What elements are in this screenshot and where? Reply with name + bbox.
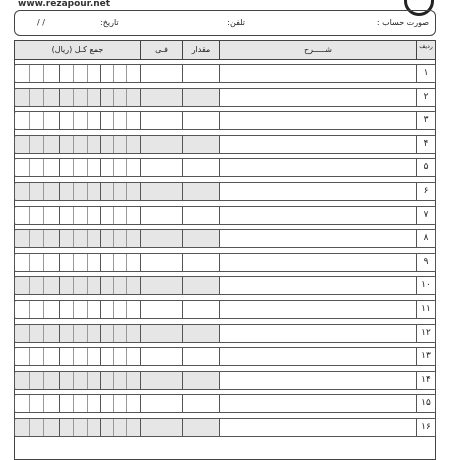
total-digit-separator (87, 348, 88, 365)
description-cell[interactable] (219, 207, 416, 224)
total-digit-separator (59, 325, 60, 342)
total-digit-separator (87, 65, 88, 82)
description-cell[interactable] (219, 65, 416, 82)
total-digit-separator (43, 65, 44, 82)
total-digit-separator (126, 372, 127, 389)
phone-label: تلفن: (227, 18, 245, 27)
total-digit-separator (113, 254, 114, 271)
description-cell[interactable] (219, 301, 416, 318)
table-row (14, 111, 436, 130)
total-digit-separator (100, 348, 101, 365)
total-digit-separator (43, 348, 44, 365)
total-digit-separator (113, 348, 114, 365)
row-number: ۱۴ (416, 372, 435, 389)
table-row (14, 253, 436, 272)
total-digit-separator (29, 112, 30, 129)
total-digit-separator (29, 372, 30, 389)
total-digit-separator (100, 230, 101, 247)
total-digit-separator (126, 183, 127, 200)
total-digit-separator (87, 89, 88, 106)
row-number: ۱۱ (416, 301, 435, 318)
total-digit-separator (29, 230, 30, 247)
total-digit-separator (126, 65, 127, 82)
total-digit-separator (59, 65, 60, 82)
total-digit-separator (87, 159, 88, 176)
total-digit-separator (59, 395, 60, 412)
total-digit-separator (113, 395, 114, 412)
total-digit-separator (100, 301, 101, 318)
unit-price-cell[interactable] (140, 348, 182, 365)
row-number: ۱۳ (416, 348, 435, 365)
row-number: ۱۲ (416, 325, 435, 342)
website-url: www.rezapour.net (18, 0, 111, 9)
quantity-cell[interactable] (182, 325, 219, 342)
row-number: ۸ (416, 230, 435, 247)
total-digit-separator (73, 301, 74, 318)
total-digit-separator (87, 136, 88, 153)
unit-price-cell[interactable] (140, 372, 182, 389)
col-total-header: جمع کـل (ریال) (51, 45, 104, 54)
total-digit-separator (126, 395, 127, 412)
quantity-cell[interactable] (182, 207, 219, 224)
description-cell[interactable] (219, 89, 416, 106)
total-digit-separator (126, 277, 127, 294)
table-row (14, 394, 436, 413)
row-number: ۳ (416, 112, 435, 129)
unit-price-cell[interactable] (140, 419, 182, 436)
unit-price-cell[interactable] (140, 65, 182, 82)
unit-price-cell[interactable] (140, 112, 182, 129)
total-digit-separator (87, 395, 88, 412)
unit-price-cell[interactable] (140, 207, 182, 224)
total-digit-separator (87, 183, 88, 200)
total-digit-separator (100, 207, 101, 224)
quantity-cell[interactable] (182, 372, 219, 389)
total-digit-separator (87, 419, 88, 436)
account-label: صورت حساب : (376, 18, 429, 27)
description-cell[interactable] (219, 277, 416, 294)
total-digit-separator (126, 348, 127, 365)
description-cell[interactable] (219, 348, 416, 365)
total-digit-separator (87, 325, 88, 342)
total-digit-separator (73, 325, 74, 342)
quantity-cell[interactable] (182, 159, 219, 176)
table-row (14, 229, 436, 248)
total-digit-separator (113, 89, 114, 106)
account-header-box (14, 10, 436, 36)
quantity-cell[interactable] (182, 230, 219, 247)
total-digit-separator (73, 277, 74, 294)
description-cell[interactable] (219, 159, 416, 176)
table-row (14, 158, 436, 177)
total-digit-separator (29, 325, 30, 342)
total-digit-separator (43, 325, 44, 342)
total-digit-separator (29, 65, 30, 82)
total-digit-separator (113, 372, 114, 389)
row-number: ۹ (416, 254, 435, 271)
total-digit-separator (100, 65, 101, 82)
total-digit-separator (126, 89, 127, 106)
description-cell[interactable] (219, 254, 416, 271)
total-digit-separator (43, 136, 44, 153)
total-digit-separator (43, 419, 44, 436)
total-digit-separator (73, 348, 74, 365)
total-digit-separator (73, 207, 74, 224)
quantity-cell[interactable] (182, 277, 219, 294)
unit-price-cell[interactable] (140, 230, 182, 247)
total-digit-separator (59, 301, 60, 318)
description-cell[interactable] (219, 230, 416, 247)
description-cell[interactable] (219, 325, 416, 342)
total-digit-separator (113, 301, 114, 318)
total-digit-separator (29, 277, 30, 294)
table-row (14, 300, 436, 319)
total-digit-separator (59, 136, 60, 153)
table-row (14, 371, 436, 390)
unit-price-cell[interactable] (140, 89, 182, 106)
total-digit-separator (43, 230, 44, 247)
row-number: ۱ (416, 65, 435, 82)
col-description-header: شـــــرح (219, 41, 416, 59)
total-digit-separator (100, 325, 101, 342)
total-digit-separator (29, 395, 30, 412)
description-cell[interactable] (219, 395, 416, 412)
total-digit-separator (100, 419, 101, 436)
total-digit-separator (113, 65, 114, 82)
total-digit-separator (59, 348, 60, 365)
total-digit-separator (43, 183, 44, 200)
total-digit-separator (113, 207, 114, 224)
total-digit-separator (126, 419, 127, 436)
total-digit-separator (113, 159, 114, 176)
total-digit-separator (126, 254, 127, 271)
total-digit-separator (73, 136, 74, 153)
quantity-cell[interactable] (182, 136, 219, 153)
unit-price-cell[interactable] (140, 277, 182, 294)
total-digit-separator (29, 207, 30, 224)
row-number: ۱۶ (416, 419, 435, 436)
total-digit-separator (113, 183, 114, 200)
total-digit-separator (113, 136, 114, 153)
description-cell[interactable] (219, 183, 416, 200)
total-digit-separator (100, 136, 101, 153)
total-digit-separator (59, 254, 60, 271)
total-digit-separator (73, 419, 74, 436)
total-digit-separator (73, 89, 74, 106)
total-digit-separator (59, 230, 60, 247)
total-digit-separator (113, 277, 114, 294)
total-digit-separator (59, 183, 60, 200)
total-digit-separator (100, 89, 101, 106)
total-digit-separator (59, 112, 60, 129)
total-digit-separator (29, 183, 30, 200)
table-row (14, 206, 436, 225)
total-digit-separator (43, 395, 44, 412)
total-digit-separator (87, 230, 88, 247)
total-digit-separator (113, 325, 114, 342)
total-digit-separator (29, 348, 30, 365)
total-digit-separator (29, 301, 30, 318)
total-digit-separator (87, 112, 88, 129)
description-cell[interactable] (219, 372, 416, 389)
total-digit-separator (59, 89, 60, 106)
table-row (14, 64, 436, 83)
total-digit-separator (100, 183, 101, 200)
table-header (14, 40, 436, 60)
row-number: ۷ (416, 207, 435, 224)
total-digit-separator (73, 395, 74, 412)
total-digit-separator (73, 230, 74, 247)
description-cell[interactable] (219, 419, 416, 436)
total-digit-separator (59, 372, 60, 389)
total-digit-separator (100, 277, 101, 294)
unit-price-cell[interactable] (140, 159, 182, 176)
row-number: ۱۵ (416, 395, 435, 412)
total-digit-separator (59, 159, 60, 176)
total-digit-separator (73, 159, 74, 176)
total-digit-separator (87, 207, 88, 224)
table-row (14, 276, 436, 295)
total-digit-separator (43, 277, 44, 294)
table-row (14, 347, 436, 366)
total-digit-separator (73, 372, 74, 389)
total-digit-separator (100, 254, 101, 271)
description-cell[interactable] (219, 136, 416, 153)
table-row (14, 88, 436, 107)
quantity-cell[interactable] (182, 112, 219, 129)
total-digit-separator (126, 112, 127, 129)
table-row (14, 182, 436, 201)
total-digit-separator (29, 419, 30, 436)
total-digit-separator (100, 159, 101, 176)
total-digit-separator (126, 230, 127, 247)
total-digit-separator (43, 301, 44, 318)
total-digit-separator (43, 254, 44, 271)
total-digit-separator (113, 419, 114, 436)
total-digit-separator (100, 395, 101, 412)
table-row (14, 418, 436, 437)
unit-price-cell[interactable] (140, 395, 182, 412)
total-digit-separator (100, 112, 101, 129)
quantity-cell[interactable] (182, 65, 219, 82)
total-digit-separator (59, 207, 60, 224)
total-digit-separator (126, 159, 127, 176)
total-digit-separator (126, 301, 127, 318)
total-digit-separator (73, 183, 74, 200)
unit-price-cell[interactable] (140, 136, 182, 153)
unit-price-cell[interactable] (140, 325, 182, 342)
total-digit-separator (43, 372, 44, 389)
date-slashes: / / (37, 18, 45, 27)
total-digit-separator (87, 372, 88, 389)
total-digit-separator (43, 207, 44, 224)
total-digit-separator (29, 136, 30, 153)
quantity-cell[interactable] (182, 89, 219, 106)
total-digit-separator (73, 254, 74, 271)
date-label: تاریخ: (100, 18, 119, 27)
table-row (14, 324, 436, 343)
total-digit-separator (87, 277, 88, 294)
total-digit-separator (59, 277, 60, 294)
total-digit-separator (43, 89, 44, 106)
row-number: ۶ (416, 183, 435, 200)
total-digit-separator (43, 112, 44, 129)
total-digit-separator (29, 89, 30, 106)
row-number: ۴ (416, 136, 435, 153)
total-digit-separator (126, 136, 127, 153)
total-digit-separator (73, 65, 74, 82)
total-digit-separator (43, 159, 44, 176)
row-number: ۵ (416, 159, 435, 176)
quantity-cell[interactable] (182, 301, 219, 318)
row-number: ۲ (416, 89, 435, 106)
unit-price-cell[interactable] (140, 254, 182, 271)
quantity-cell[interactable] (182, 183, 219, 200)
quantity-cell[interactable] (182, 254, 219, 271)
total-digit-separator (100, 372, 101, 389)
quantity-cell[interactable] (182, 419, 219, 436)
total-digit-separator (113, 112, 114, 129)
quantity-cell[interactable] (182, 395, 219, 412)
total-digit-separator (29, 159, 30, 176)
quantity-cell[interactable] (182, 348, 219, 365)
col-row-header: ردیف (416, 41, 435, 59)
col-quantity-header: مقدار (182, 41, 219, 59)
total-digit-separator (87, 301, 88, 318)
total-digit-separator (126, 207, 127, 224)
total-digit-separator (87, 254, 88, 271)
description-cell[interactable] (219, 112, 416, 129)
unit-price-cell[interactable] (140, 183, 182, 200)
total-digit-separator (113, 230, 114, 247)
col-unit-price-header: فـی (140, 41, 182, 59)
total-digit-separator (126, 325, 127, 342)
unit-price-cell[interactable] (140, 301, 182, 318)
table-row (14, 135, 436, 154)
total-digit-separator (73, 112, 74, 129)
total-digit-separator (29, 254, 30, 271)
row-number: ۱۰ (416, 277, 435, 294)
total-digit-separator (59, 419, 60, 436)
